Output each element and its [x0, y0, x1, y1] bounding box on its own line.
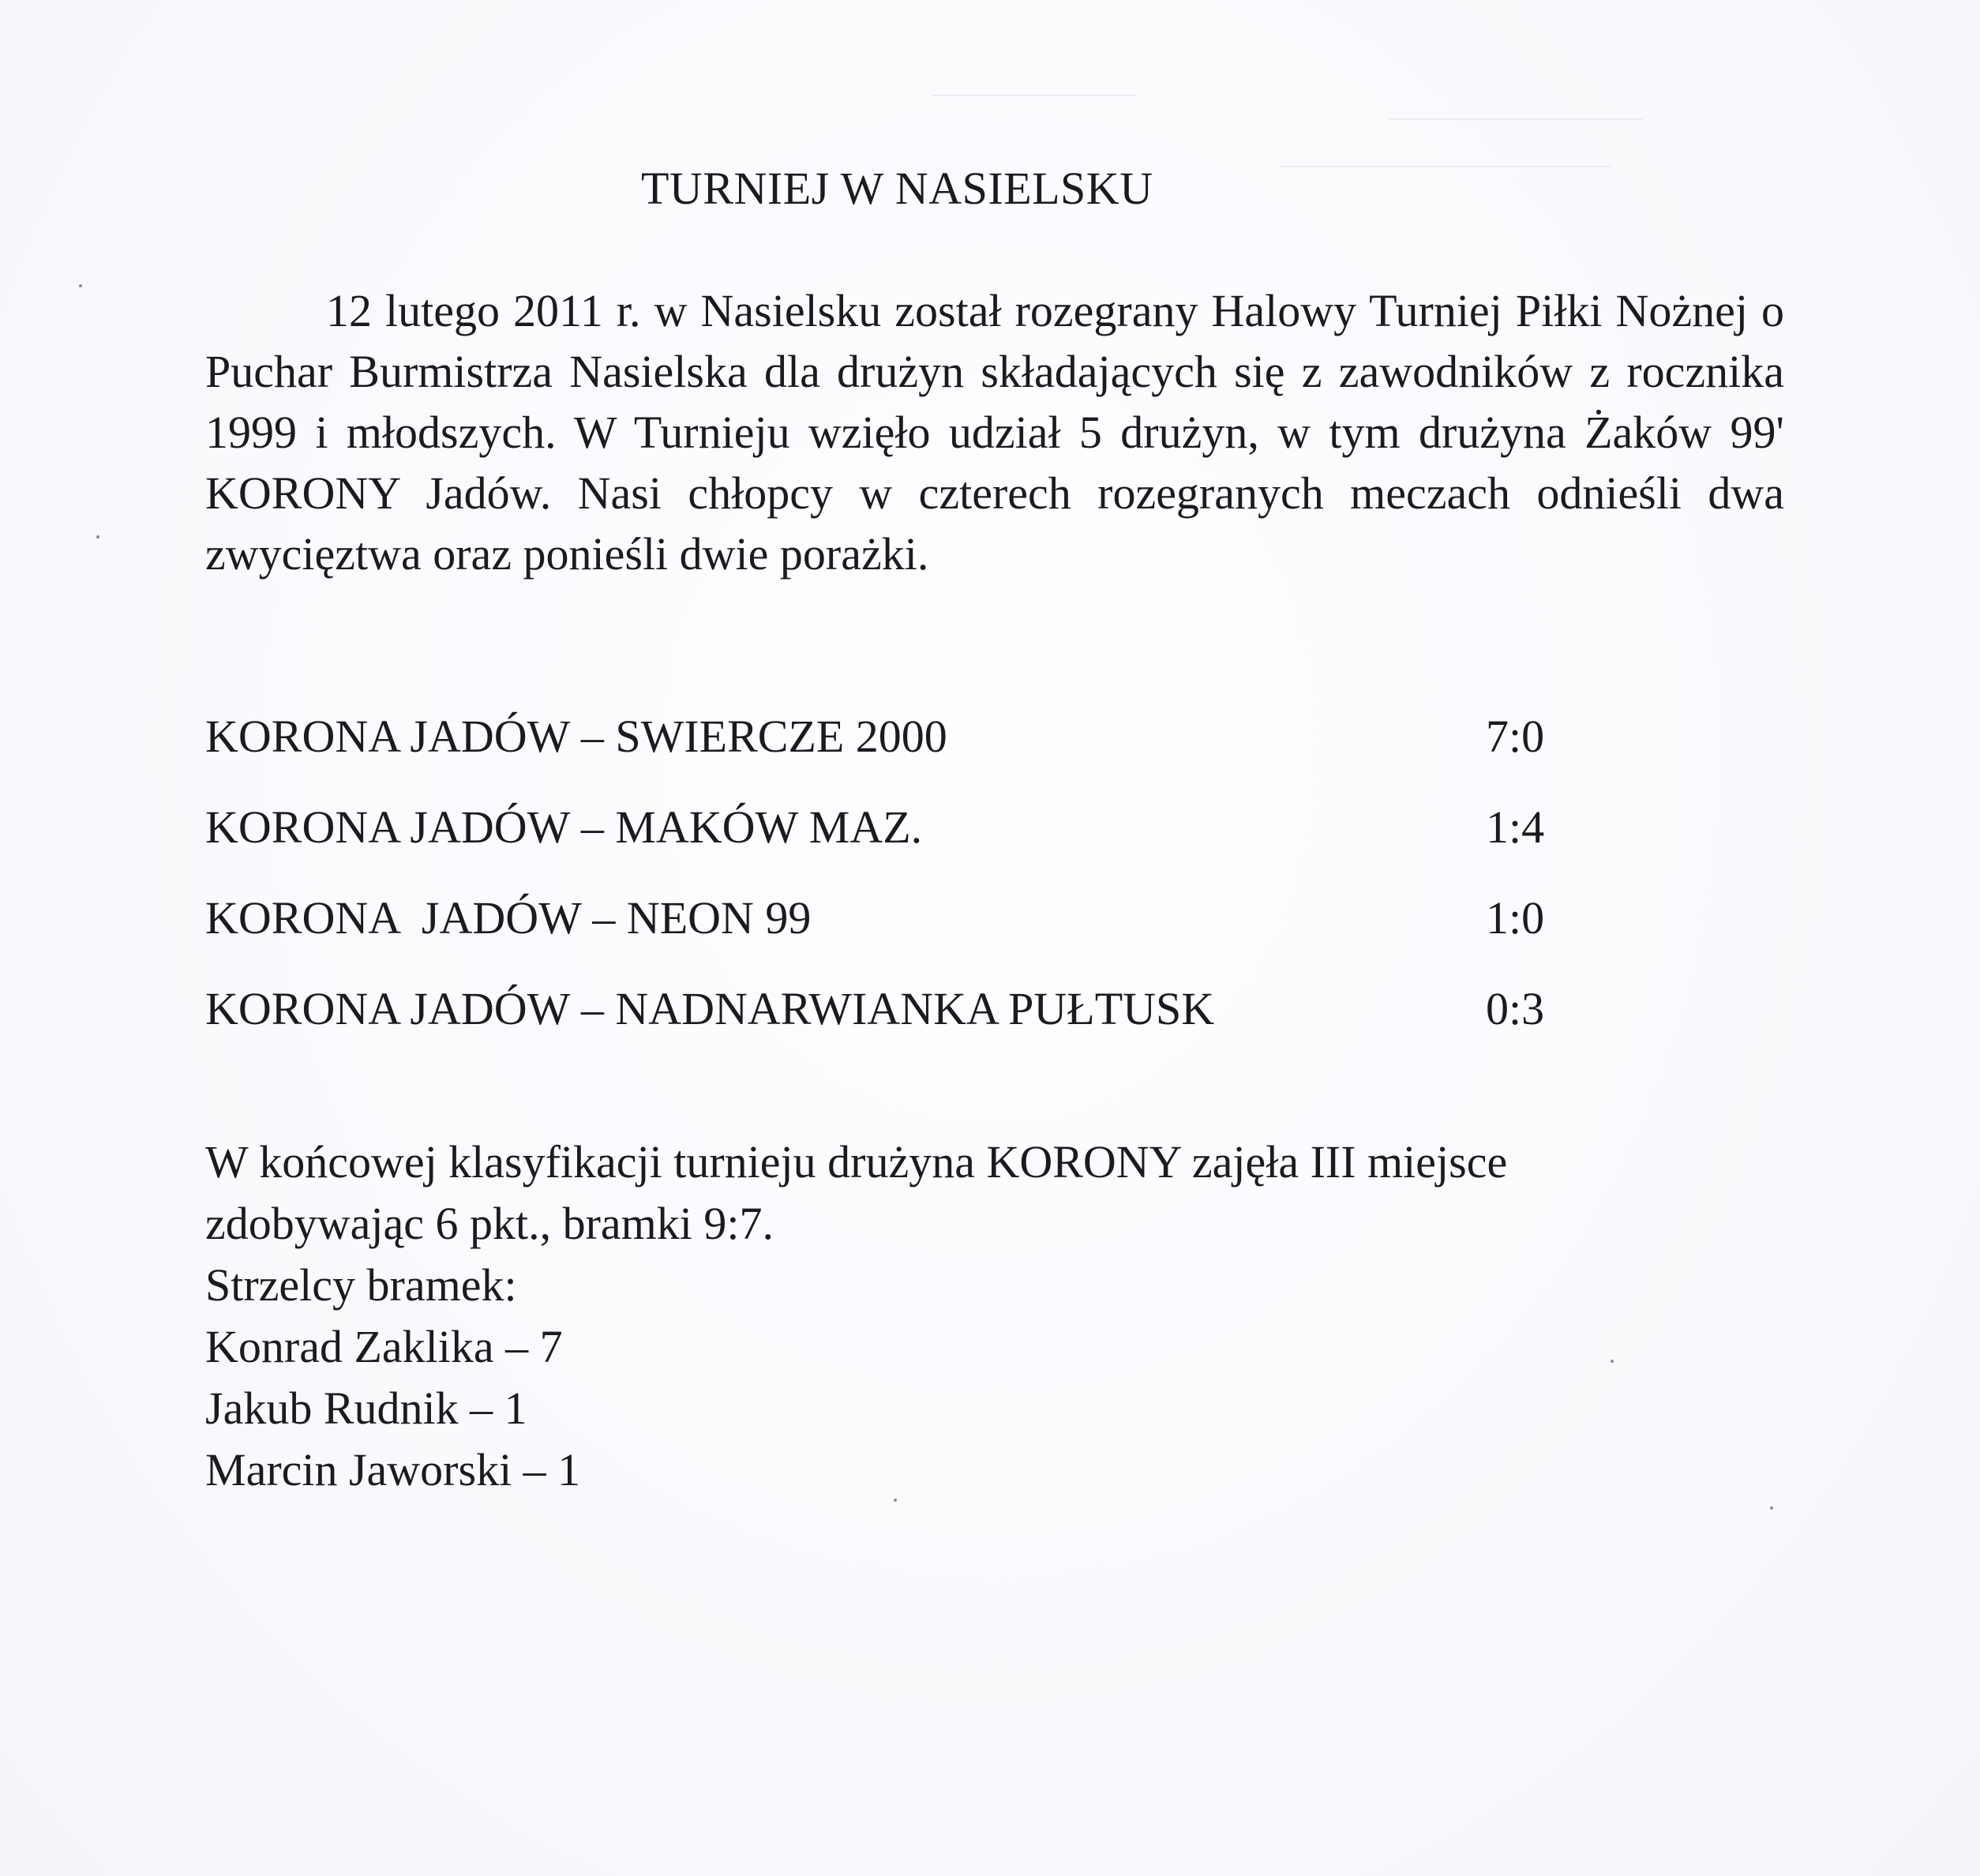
- scan-artifact-line: [1389, 118, 1642, 120]
- document-title: TURNIEJ W NASIELSKU: [641, 163, 1153, 214]
- scorer-entry: Konrad Zaklika – 7: [205, 1321, 563, 1372]
- match-result-row: [205, 796, 1595, 887]
- classification-text: zdobywając 6 pkt., bramki 9:7.: [205, 1198, 774, 1249]
- scan-speck: [1770, 1506, 1773, 1510]
- match-teams: KORONA JADÓW – SWIERCZE 2000: [205, 711, 947, 762]
- match-teams: KORONA JADÓW – NEON 99: [205, 892, 812, 944]
- match-score: 1:0: [1486, 892, 1545, 944]
- match-result-row: [205, 977, 1595, 1068]
- scan-speck: [96, 535, 99, 538]
- scan-speck: [79, 284, 82, 287]
- match-teams: KORONA JADÓW – MAKÓW MAZ.: [205, 801, 923, 853]
- intro-paragraph: 12 lutego 2011 r. w Nasielsku został rozegrany Halowy Turniej Piłki Nożnej o Puchar Burmistrza Nasielska dla drużyn składających się z zawodników z rocznika 1999 i młodszych. W Turnieju wzięło udział 5 drużyn, w tym drużyna Żaków 99' KORONY Jadów. Nasi chłopcy w czterech rozegranych meczach odnieśli dwa zwycięztwa oraz ponieśli dwie porażki.: [205, 285, 1784, 580]
- match-score: 1:4: [1486, 801, 1545, 853]
- match-teams: KORONA JADÓW – NADNARWIANKA PUŁTUSK: [205, 983, 1215, 1034]
- summary-section: [205, 1131, 1745, 1501]
- scan-artifact-line: [1279, 166, 1611, 167]
- match-result-row: [205, 705, 1595, 796]
- scan-artifact-line: [932, 95, 1137, 96]
- match-results-list: [205, 705, 1595, 1068]
- scorer-entry: Marcin Jaworski – 1: [205, 1444, 581, 1495]
- match-score: 0:3: [1486, 983, 1545, 1034]
- match-result-row: [205, 887, 1595, 977]
- classification-text: W końcowej klasyfikacji turnieju drużyna KORONY zajęła III miejsce: [205, 1136, 1508, 1188]
- match-score: 7:0: [1486, 711, 1545, 762]
- scorer-entry: Jakub Rudnik – 1: [205, 1383, 527, 1434]
- scorers-heading: Strzelcy bramek:: [205, 1259, 517, 1311]
